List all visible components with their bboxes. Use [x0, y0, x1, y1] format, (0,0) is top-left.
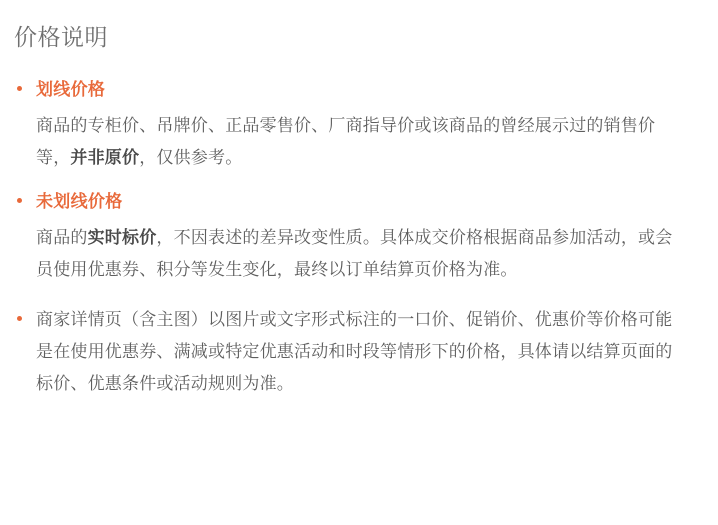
section-body-part: 商家详情页（含主图）以图片或文字形式标注的一口价、促销价、优惠价等价格可能是在使用优惠券、满减或特定优惠活动和时段等情形下的价格，具体请以结算页面的标价、优惠条件或活动规则为准。 — [36, 310, 673, 393]
list-item-strikethrough-price — [14, 78, 688, 174]
section-heading: 未划线价格 — [36, 192, 123, 211]
page-title: 价格说明 — [14, 24, 108, 50]
section-body-part: ，不因表述的差异改变性质。具体成交价格根据商品参加活动，或会员使用优惠券、积分等发生变化，最终以订单结算页价格为准。 — [36, 228, 673, 279]
section-body-part-emphasis: 并非原价 — [70, 148, 140, 167]
section-body — [36, 110, 688, 174]
bullet-dot-icon — [17, 86, 22, 91]
section-body-part: ，仅供参考。 — [139, 148, 243, 167]
bullet-dot-icon — [17, 198, 22, 203]
section-body — [36, 222, 688, 286]
list-item-non-strikethrough-price — [14, 190, 688, 286]
bullet-dot-icon — [17, 316, 22, 321]
section-body — [36, 304, 688, 400]
section-heading: 划线价格 — [36, 80, 106, 99]
list-item-merchant-detail-note — [14, 304, 688, 400]
section-body-part: 商品的专柜价、吊牌价、正品零售价、厂商指导价或该商品的曾经展示过的销售价等， — [36, 116, 656, 167]
price-section-list — [14, 78, 688, 400]
section-body-part: 商品的 — [36, 228, 88, 247]
section-body-part-emphasis: 实时标价 — [87, 228, 157, 247]
